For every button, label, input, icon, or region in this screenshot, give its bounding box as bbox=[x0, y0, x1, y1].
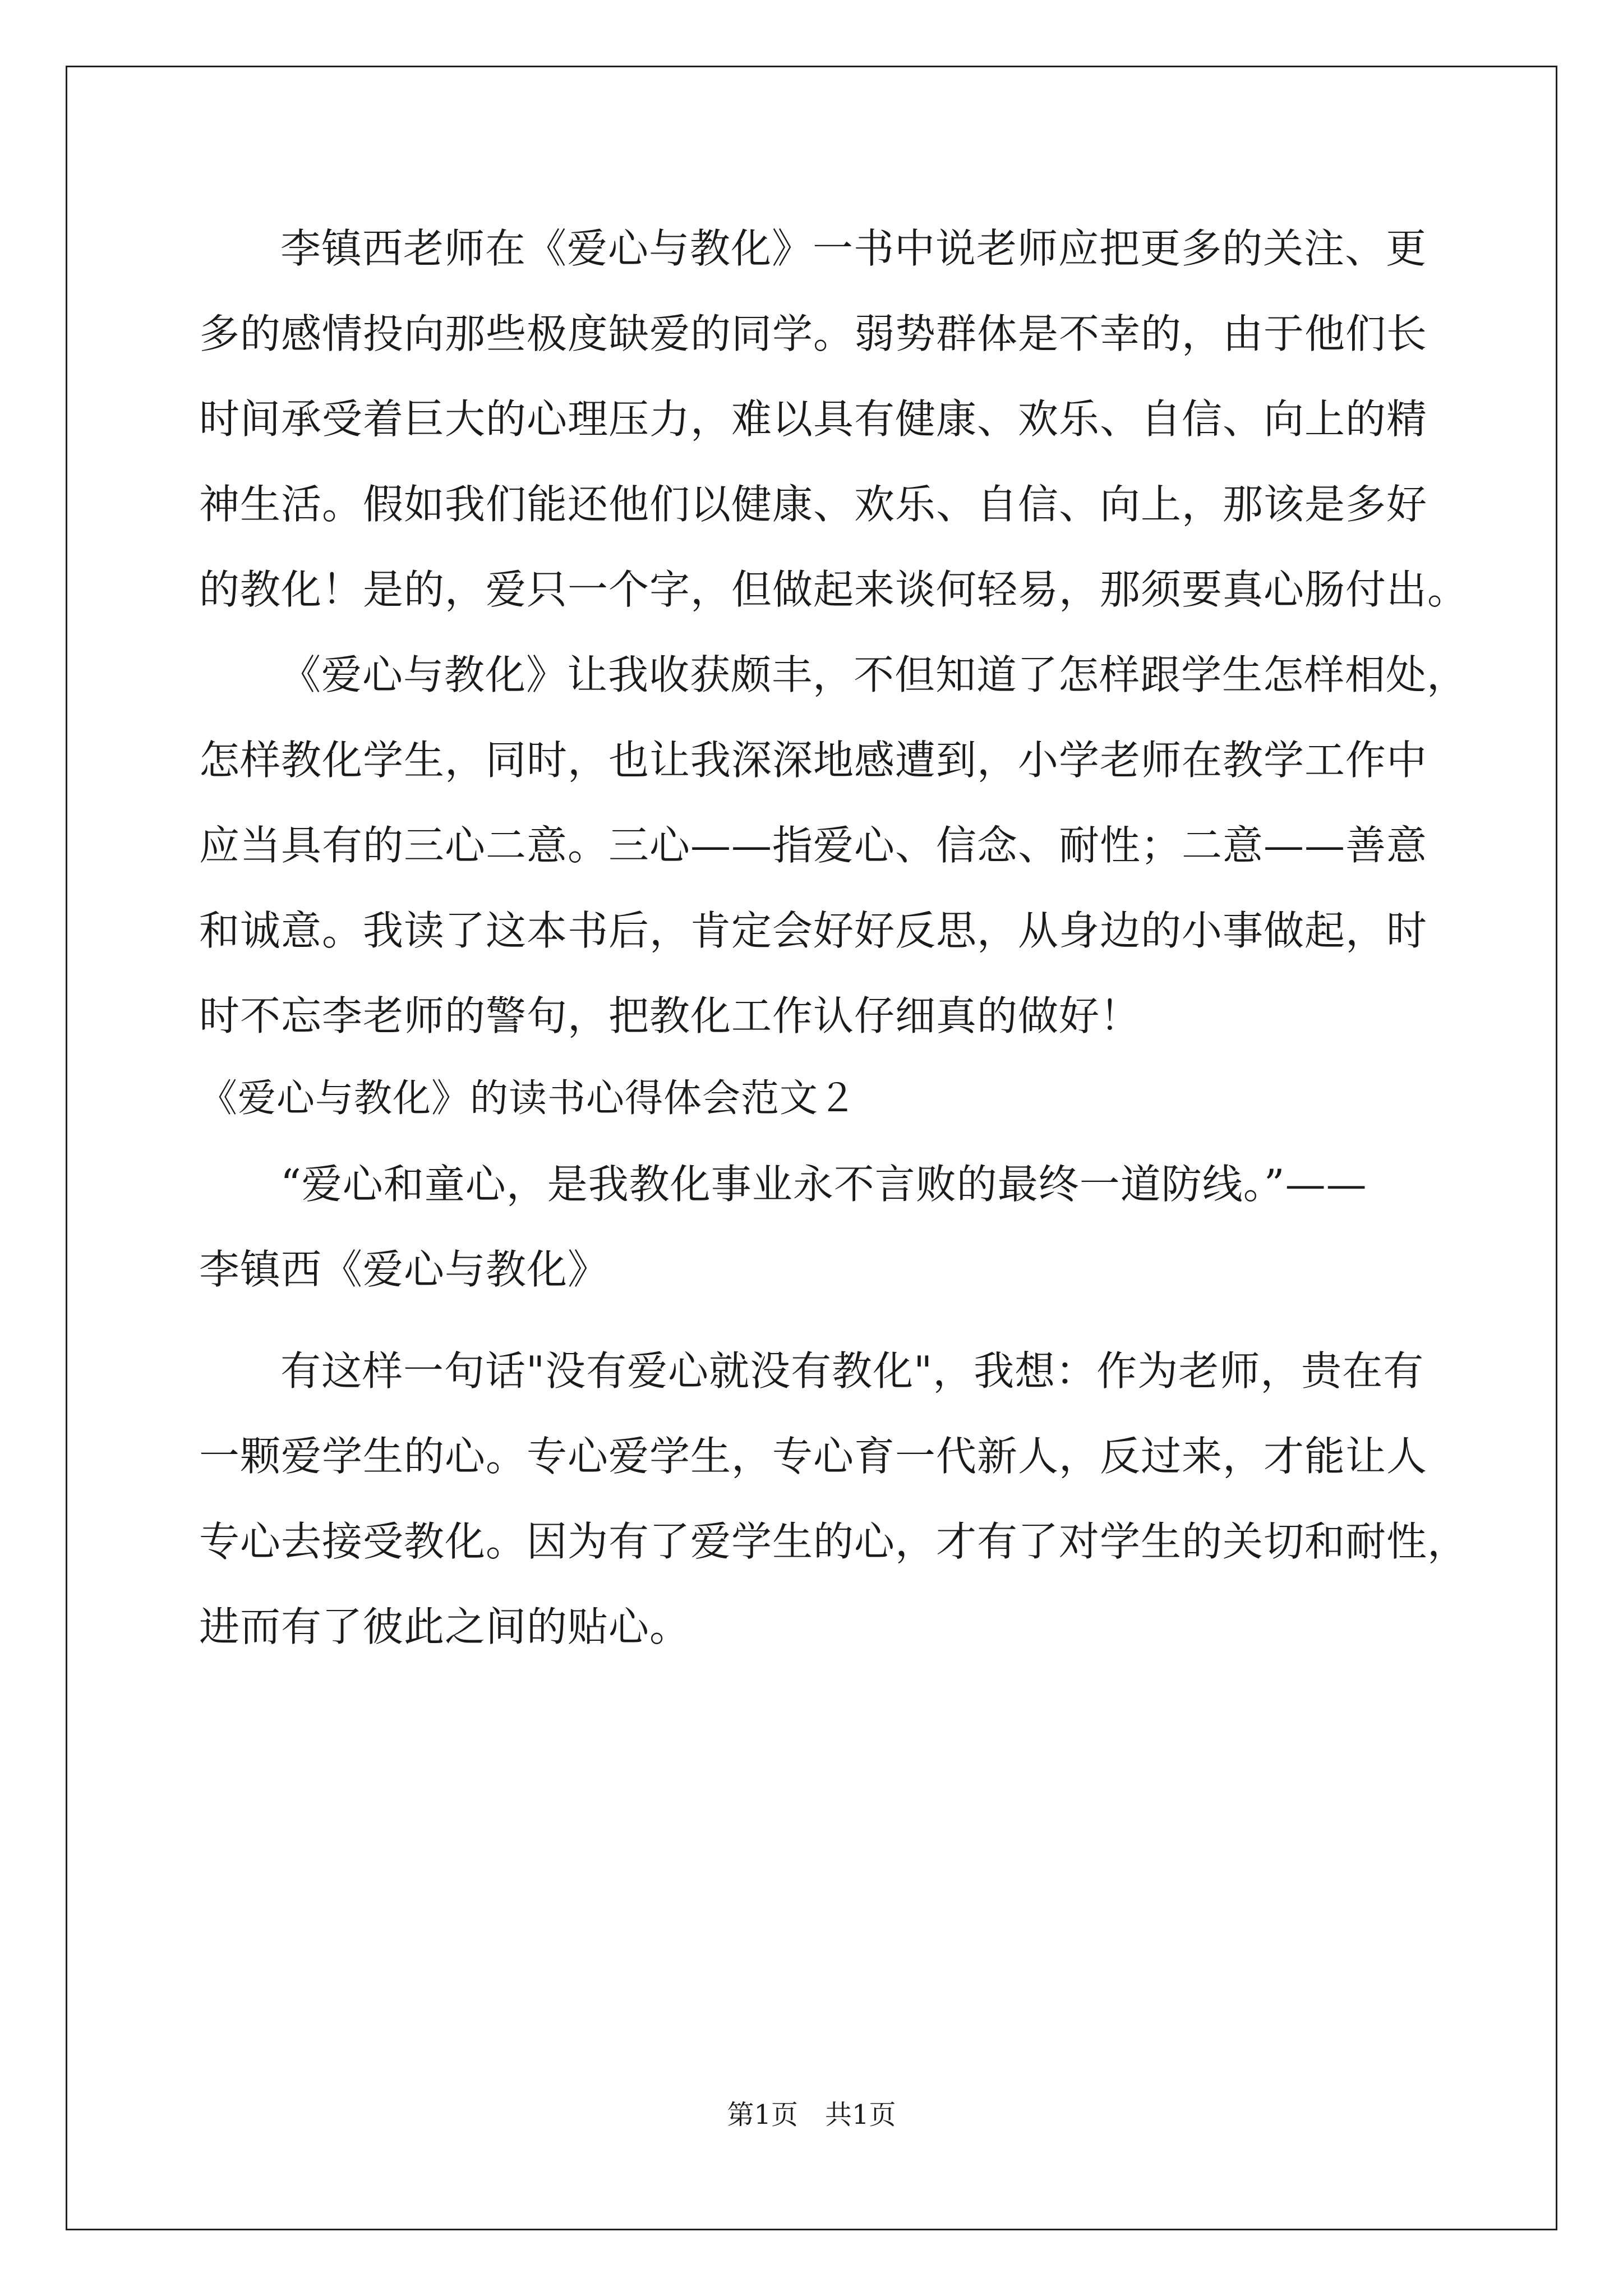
paragraph-1-line-3: 时间承受着巨大的心理压力，难以具有健康、欢乐、自信、向上的精 bbox=[199, 395, 1428, 443]
paragraph-4-line-2: 一颗爱学生的心。专心爱学生，专心育一代新人，反过来，才能让人 bbox=[199, 1433, 1428, 1480]
section-heading: 《爱心与教化》的读书心得体会范文２ bbox=[199, 1076, 857, 1121]
paragraph-3-line-2: 李镇西《爱心与教化》 bbox=[199, 1246, 609, 1293]
paragraph-2-line-4: 和诚意。我读了这本书后，肯定会好好反思，从身边的小事做起，时 bbox=[199, 907, 1428, 954]
paragraph-3-line-1: “爱心和童心，是我教化事业永不言败的最终一道防线。”—— bbox=[280, 1161, 1367, 1208]
paragraph-2-line-2: 怎样教化学生，同时，也让我深深地感遭到，小学老师在教学工作中 bbox=[199, 737, 1428, 784]
paragraph-1-line-2: 多的感情投向那些极度缺爱的同学。弱势群体是不幸的，由于他们长 bbox=[199, 310, 1428, 357]
paragraph-4-line-1: 有这样一句话"没有爱心就没有教化"，我想：作为老师，贵在有 bbox=[280, 1347, 1424, 1395]
paragraph-4-line-3: 专心去接受教化。因为有了爱学生的心，才有了对学生的关切和耐性， bbox=[199, 1518, 1469, 1565]
paragraph-2-line-1: 《爱心与教化》让我收获颇丰，不但知道了怎样跟学生怎样相处， bbox=[280, 651, 1468, 698]
paragraph-2-line-3: 应当具有的三心二意。三心——指爱心、信念、耐性；二意——善意 bbox=[199, 822, 1428, 869]
paragraph-1-line-4: 神生活。假如我们能还他们以健康、欢乐、自信、向上，那该是多好 bbox=[199, 481, 1428, 528]
paragraph-2-line-5: 时不忘李老师的警句，把教化工作认仔细真的做好！ bbox=[199, 992, 1141, 1039]
page-number-footer: 第1页 共1页 bbox=[727, 2099, 896, 2131]
paragraph-4-line-4: 进而有了彼此之间的贴心。 bbox=[199, 1603, 691, 1650]
paragraph-1-line-1: 李镇西老师在《爱心与教化》一书中说老师应把更多的关注、更 bbox=[280, 225, 1427, 272]
paragraph-1-line-5: 的教化！是的，爱只一个字，但做起来谈何轻易，那须要真心肠付出。 bbox=[199, 566, 1469, 613]
